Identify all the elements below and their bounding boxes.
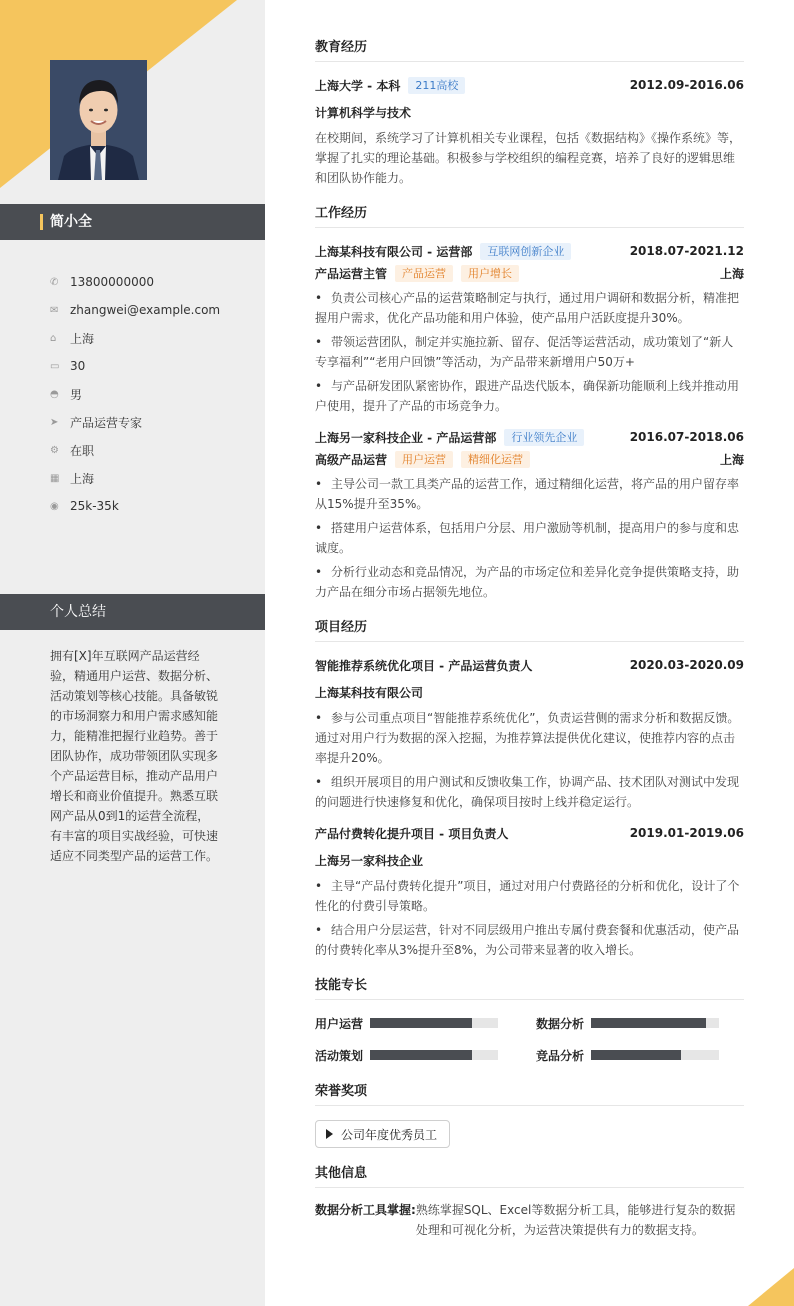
- home-icon: ⌂: [50, 332, 57, 344]
- job-bullet: • 搭建用户运营体系，包括用户分层、用户激励等机制，提高用户的参与度和忠诚度。: [315, 518, 744, 558]
- project-bullet: • 主导“产品付费转化提升”项目，通过对用户付费路径的分析和优化，设计了个性化的付费引导策略。: [315, 876, 744, 916]
- project-name: 智能推荐系统优化项目 - 产品运营负责人: [315, 658, 533, 673]
- project-header: [315, 822, 744, 844]
- job-role-tag: 用户运营: [395, 451, 453, 468]
- education-desc: 在校期间，系统学习了计算机相关专业课程，包括《数据结构》《操作系统》等，掌握了扎实的理论基础。积极参与学校组织的编程竞赛，培养了良好的逻辑思维和团队协作能力。: [315, 131, 742, 185]
- contact-email: zhangwei@example.com: [70, 303, 221, 317]
- job-role-tag: 产品运营: [395, 265, 453, 282]
- other-section: [315, 1162, 744, 1240]
- job-city: 上海: [719, 266, 744, 281]
- work-section: [315, 202, 744, 602]
- other-item: [315, 1200, 744, 1240]
- play-triangle-icon: [326, 1129, 333, 1139]
- mail-icon: ✉: [50, 304, 59, 316]
- skill-label: 竞品分析: [536, 1048, 585, 1063]
- send-icon: ➤: [50, 416, 59, 428]
- project-bullets: [315, 876, 744, 960]
- job-role: 产品运营主管: [315, 266, 388, 281]
- section-title-projects: 项目经历: [315, 616, 744, 642]
- job-item: [315, 426, 744, 602]
- education-school: 上海大学 - 本科: [315, 78, 401, 93]
- contact-age: 30: [70, 359, 86, 373]
- project-bullet: • 组织开展项目的用户测试和反馈收集工作，协调产品、技术团队对测试中发现的问题进行快速修复和优化，确保项目按时上线并稳定运行。: [315, 772, 744, 812]
- award-item[interactable]: [315, 1120, 450, 1148]
- avatar: [50, 60, 147, 180]
- contact-item-age: [50, 352, 220, 380]
- skill-item: [536, 1044, 744, 1066]
- awards-section: [315, 1080, 744, 1148]
- job-bullet: • 分析行业动态和竞品情况，为产品的市场定位和差异化竞争提供策略支持，助力产品在细分市场占据领先地位。: [315, 562, 744, 602]
- gender-icon: ◓: [50, 388, 59, 400]
- job-period: 2018.07-2021.12: [629, 244, 744, 258]
- contact-item-salary: [50, 492, 220, 520]
- contact-item-position: [50, 408, 220, 436]
- skills-grid: [315, 1012, 744, 1066]
- project-company: 上海另一家科技企业: [315, 854, 424, 868]
- contact-item-status: [50, 436, 220, 464]
- skill-label: 数据分析: [536, 1016, 585, 1031]
- sidebar: [0, 0, 265, 1306]
- education-period: 2012.09-2016.06: [629, 78, 744, 92]
- status-icon: ⚙: [50, 444, 59, 456]
- job-role-tag: 用户增长: [461, 265, 519, 282]
- contact-gender: 男: [70, 387, 83, 402]
- age-icon: ▭: [50, 360, 60, 372]
- education-tag: 211高校: [408, 77, 465, 94]
- skill-bar-fill: [591, 1050, 681, 1060]
- job-header: [315, 240, 744, 262]
- skill-bar-fill: [370, 1018, 472, 1028]
- contact-item-city: [50, 464, 220, 492]
- award-label: 公司年度优秀员工: [341, 1127, 438, 1142]
- contact-item-email: [50, 296, 220, 324]
- main-content: [315, 36, 744, 1254]
- skills-section: [315, 974, 744, 1066]
- job-role: 高级产品运营: [315, 452, 388, 467]
- skill-label: 活动策划: [315, 1048, 364, 1063]
- job-role-tag: 精细化运营: [461, 451, 530, 468]
- contact-item-phone: [50, 268, 220, 296]
- job-header: [315, 426, 744, 448]
- job-bullet: • 与产品研发团队紧密协作，跟进产品迭代版本，确保新功能顺利上线并推动用户使用，提升了产品的市场竞争力。: [315, 376, 744, 416]
- salary-icon: ◉: [50, 500, 59, 512]
- job-city: 上海: [719, 452, 744, 467]
- job-bullet: • 带领运营团队，制定并实施拉新、留存、促活等运营活动，成功策划了“新人专享福利”“老用户回馈”等活动，为产品带来新增用户50万+: [315, 332, 744, 372]
- job-bullet: • 负责公司核心产品的运营策略制定与执行，通过用户调研和数据分析，精准把握用户需求，优化产品功能和用户体验，使产品用户活跃度提升30%。: [315, 288, 744, 328]
- job-company-tag: 互联网创新企业: [480, 243, 571, 260]
- job-bullets: [315, 288, 744, 416]
- corner-decoration: [748, 1268, 794, 1306]
- job-company: 上海某科技有限公司 - 运营部: [315, 244, 473, 259]
- job-company: 上海另一家科技企业 - 产品运营部: [315, 430, 497, 445]
- contact-position: 产品运营专家: [70, 415, 143, 430]
- project-period: 2019.01-2019.06: [629, 826, 744, 840]
- skill-bar-fill: [370, 1050, 472, 1060]
- section-title-awards: 荣誉奖项: [315, 1080, 744, 1106]
- project-bullet: • 参与公司重点项目“智能推荐系统优化”，负责运营侧的需求分析和数据反馈。通过对用户行为数据的深入挖掘，为推荐算法提供优化建议，使推荐内容的点击率提升20%。: [315, 708, 744, 768]
- job-period: 2016.07-2018.06: [629, 430, 744, 444]
- contact-item-home: [50, 324, 220, 352]
- phone-icon: ✆: [50, 276, 59, 288]
- summary-text: 拥有[X]年互联网产品运营经验，精通用户运营、数据分析、活动策划等核心技能。具备敏锐的市场洞察力和用户需求感知能力，能精准把握行业趋势。善于团队协作，成功带领团队实现多个产品运营目标，推动产品用户增长和商业价值提升。熟悉互联网产品从0到1的运营全流程，有丰富的项目实战经验，可快速适应不同类型产品的运营工作。: [50, 649, 219, 863]
- job-bullets: [315, 474, 744, 602]
- other-label: 数据分析工具掌握:: [315, 1203, 416, 1217]
- job-item: [315, 240, 744, 416]
- contact-city: 上海: [70, 471, 95, 486]
- section-title-other: 其他信息: [315, 1162, 744, 1188]
- education-major: 计算机科学与技术: [315, 106, 412, 120]
- education-header: [315, 74, 744, 96]
- education-section: [315, 36, 744, 188]
- job-role-row: [315, 448, 744, 470]
- skill-bar: [370, 1018, 498, 1028]
- skill-item: [315, 1044, 536, 1066]
- other-value: 熟练掌握SQL、Excel等数据分析工具，能够进行复杂的数据处理和可视化分析，为运营决策提供有力的数据支持。: [415, 1203, 736, 1237]
- project-item: [315, 654, 744, 812]
- skill-bar-fill: [591, 1018, 706, 1028]
- skill-bar: [370, 1050, 498, 1060]
- contact-home: 上海: [70, 331, 95, 346]
- project-item: [315, 822, 744, 960]
- contact-status: 在职: [70, 443, 95, 458]
- building-icon: ▦: [50, 472, 60, 484]
- project-bullets: [315, 708, 744, 812]
- section-title-skills: 技能专长: [315, 974, 744, 1000]
- project-bullet: • 结合用户分层运营，针对不同层级用户推出专属付费套餐和优惠活动，使产品的付费转化率从3%提升至8%，为公司带来显著的收入增长。: [315, 920, 744, 960]
- job-role-row: [315, 262, 744, 284]
- contact-salary: 25k-35k: [70, 499, 119, 513]
- summary-title: 个人总结: [0, 594, 265, 630]
- contact-list: [50, 268, 220, 520]
- skill-label: 用户运营: [315, 1016, 364, 1031]
- profile-name: 简小全: [0, 204, 265, 240]
- project-name: 产品付费转化提升项目 - 项目负责人: [315, 826, 509, 841]
- section-title-education: 教育经历: [315, 36, 744, 62]
- section-title-work: 工作经历: [315, 202, 744, 228]
- skill-item: [315, 1012, 536, 1034]
- contact-phone: 13800000000: [70, 275, 154, 289]
- project-company: 上海某科技有限公司: [315, 686, 424, 700]
- project-header: [315, 654, 744, 676]
- skill-item: [536, 1012, 744, 1034]
- job-company-tag: 行业领先企业: [504, 429, 584, 446]
- project-period: 2020.03-2020.09: [629, 658, 744, 672]
- contact-item-gender: [50, 380, 220, 408]
- skill-bar: [591, 1018, 719, 1028]
- job-bullet: • 主导公司一款工具类产品的运营工作，通过精细化运营，将产品的用户留存率从15%提升至35%。: [315, 474, 744, 514]
- skill-bar: [591, 1050, 719, 1060]
- projects-section: [315, 616, 744, 960]
